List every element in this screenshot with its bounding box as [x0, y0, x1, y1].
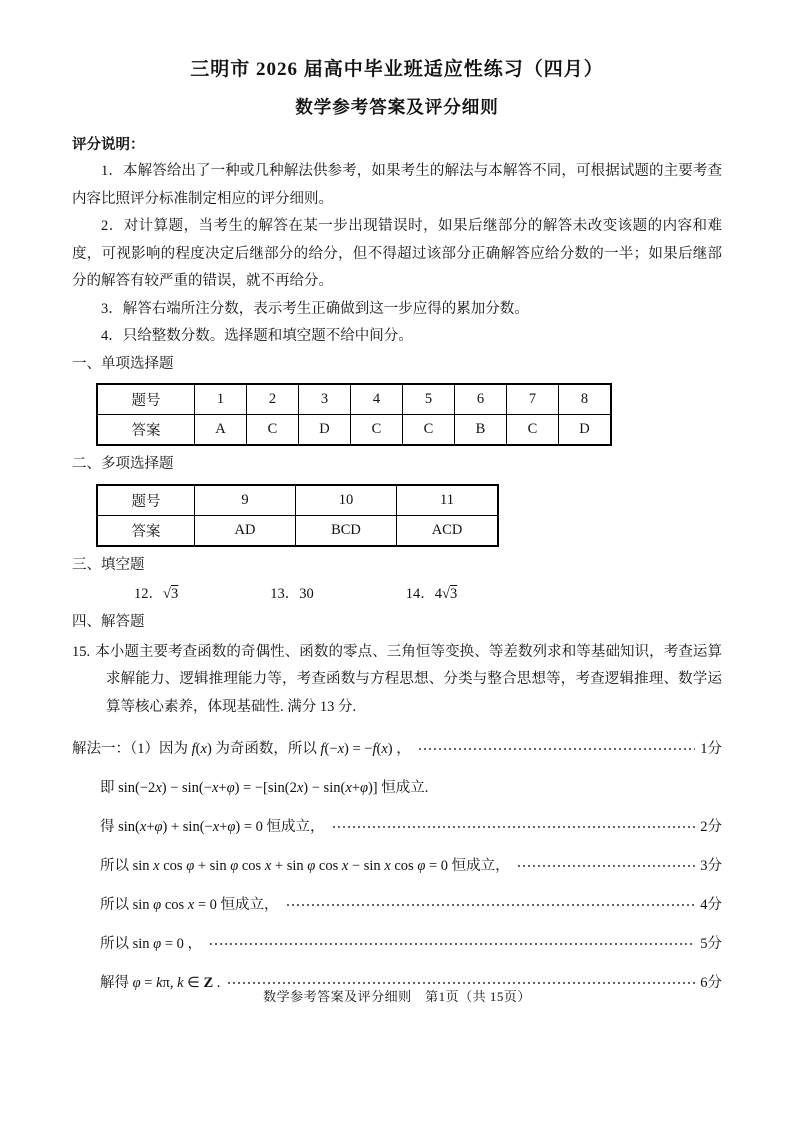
sqrt-radicand: 3	[449, 586, 458, 602]
solution-text: 即 sin(−2x) − sin(−x+φ) = −[sin(2x) − sin(x+φ)] 恒成立.	[100, 780, 429, 796]
table-cell: D	[559, 415, 612, 446]
solution-line-2	[72, 777, 722, 799]
table-row-numbers	[97, 384, 611, 415]
page-subtitle: 数学参考答案及评分细则	[295, 97, 499, 117]
solution-text: 所以 sin x cos φ + sin φ cos x + sin φ cos x − sin x cos φ = 0 恒成立，	[100, 858, 510, 874]
table-cell: B	[455, 415, 507, 446]
table-cell: C	[403, 415, 455, 446]
solution-line-4	[72, 855, 722, 877]
dotted-leader	[418, 747, 696, 751]
multi-choice-table	[96, 484, 499, 547]
table-cell: BCD	[296, 515, 397, 546]
table-cell-label: 答案	[97, 415, 195, 446]
fill-answer-number: 13．	[270, 586, 300, 602]
table-cell: 4	[351, 384, 403, 415]
table-cell: AD	[195, 515, 296, 546]
scoring-notes-heading: 评分说明：	[72, 137, 145, 153]
section-heading-fill-blanks: 三、填空题	[72, 556, 145, 573]
dotted-leader	[286, 903, 696, 907]
table-cell: 1	[195, 384, 247, 415]
solution-text: 解法一：（1）因为 f(x) 为奇函数，所以 f(−x) = −f(x) ，	[72, 741, 411, 757]
solution-line-3	[72, 816, 722, 838]
table-cell: C	[247, 415, 299, 446]
scoring-note-2: 2．对计算题，当考生的解答在某一步出现错误时，如果后继部分的解答未改变该题的内容和难度，可视影响的程度决定后继部分的给分，但不得超过该部分正确解答应给分数的一半；如果后继部分的解答有较严重的错误，就不再给分。	[72, 218, 722, 289]
table-row-answers	[97, 515, 498, 546]
table-cell: 7	[507, 384, 559, 415]
solution-text: 解得 φ = kπ, k ∈ Z .	[100, 975, 221, 991]
score-label: 2分	[700, 819, 722, 835]
dotted-leader	[332, 825, 696, 829]
table-cell: C	[351, 415, 403, 446]
section-heading-solutions: 四、解答题	[72, 614, 145, 630]
scoring-note-4: 4．只给整数分数。选择题和填空题不给中间分。	[101, 328, 413, 344]
table-cell: 3	[299, 384, 351, 415]
solution-text: 所以 sin φ cos x = 0 恒成立，	[100, 897, 279, 913]
solution-line-6	[72, 933, 722, 955]
table-cell: 10	[296, 485, 397, 516]
solution-text: 所以 sin φ = 0 ，	[100, 936, 203, 952]
score-label: 5分	[700, 936, 722, 952]
section-heading-multi-choice: 二、多项选择题	[72, 456, 174, 472]
score-label: 3分	[700, 858, 722, 874]
section-heading-single-choice: 一、单项选择题	[72, 355, 174, 372]
sqrt-expression: √3	[441, 586, 458, 602]
fill-answer-14	[406, 579, 457, 609]
score-label: 1分	[700, 741, 722, 757]
fill-answer-value: 30	[299, 586, 314, 602]
fill-answer-number: 14．	[405, 586, 435, 602]
dotted-leader	[227, 981, 695, 985]
single-choice-table	[96, 383, 612, 446]
question-15-intro	[72, 639, 722, 722]
fill-answer-12	[134, 579, 178, 609]
solution-line-5	[72, 894, 722, 916]
table-row-numbers	[97, 485, 498, 516]
page-footer: 数学参考答案及评分细则 第1页（共 15页）	[263, 989, 531, 1004]
table-cell: 6	[455, 384, 507, 415]
score-label: 6分	[700, 975, 722, 991]
question-number: 15.	[72, 643, 91, 660]
fill-answer-value: 4	[434, 586, 442, 602]
table-cell: A	[195, 415, 247, 446]
fill-answer-13	[270, 579, 314, 609]
solution-text: 得 sin(x+φ) + sin(−x+φ) = 0 恒成立，	[100, 819, 325, 835]
dotted-leader	[517, 864, 696, 868]
sqrt-radicand: 3	[170, 586, 179, 602]
table-row-answers	[97, 415, 611, 446]
solution-line-1	[72, 738, 722, 760]
table-cell: ACD	[397, 515, 499, 546]
scoring-note-1: 1．本解答给出了一种或几种解法供参考，如果考生的解法与本解答不同，可根据试题的主要考查内容比照评分标准制定相应的评分细则。	[72, 163, 722, 207]
table-cell-label: 题号	[97, 485, 195, 516]
fill-answer-number: 12．	[134, 586, 163, 602]
score-label: 4分	[700, 897, 722, 913]
table-cell: 5	[403, 384, 455, 415]
fill-blank-answers	[72, 579, 722, 609]
table-cell: 8	[559, 384, 612, 415]
table-cell-label: 答案	[97, 515, 195, 546]
scoring-note-3: 3．解答右端所注分数，表示考生正确做到这一步应得的累加分数。	[101, 300, 529, 317]
table-cell-label: 题号	[97, 384, 195, 415]
dotted-leader	[209, 942, 695, 946]
table-cell: D	[299, 415, 351, 446]
sqrt-expression: √3	[163, 586, 179, 602]
page-title: 三明市 2026 届高中毕业班适应性练习（四月）	[190, 59, 604, 80]
table-cell: 2	[247, 384, 299, 415]
table-cell: 9	[195, 485, 296, 516]
table-cell: 11	[397, 485, 499, 516]
table-cell: C	[507, 415, 559, 446]
question-intro-text: 本小题主要考查函数的奇偶性、函数的零点、三角恒等变换、等差数列求和等基础知识，考查运算求解能力、逻辑推理能力等，考查函数与方程思想、分类与整合思想等，考查逻辑推理、数学运算等核心素养，体现基础性. 满分 13 分.	[95, 643, 722, 715]
